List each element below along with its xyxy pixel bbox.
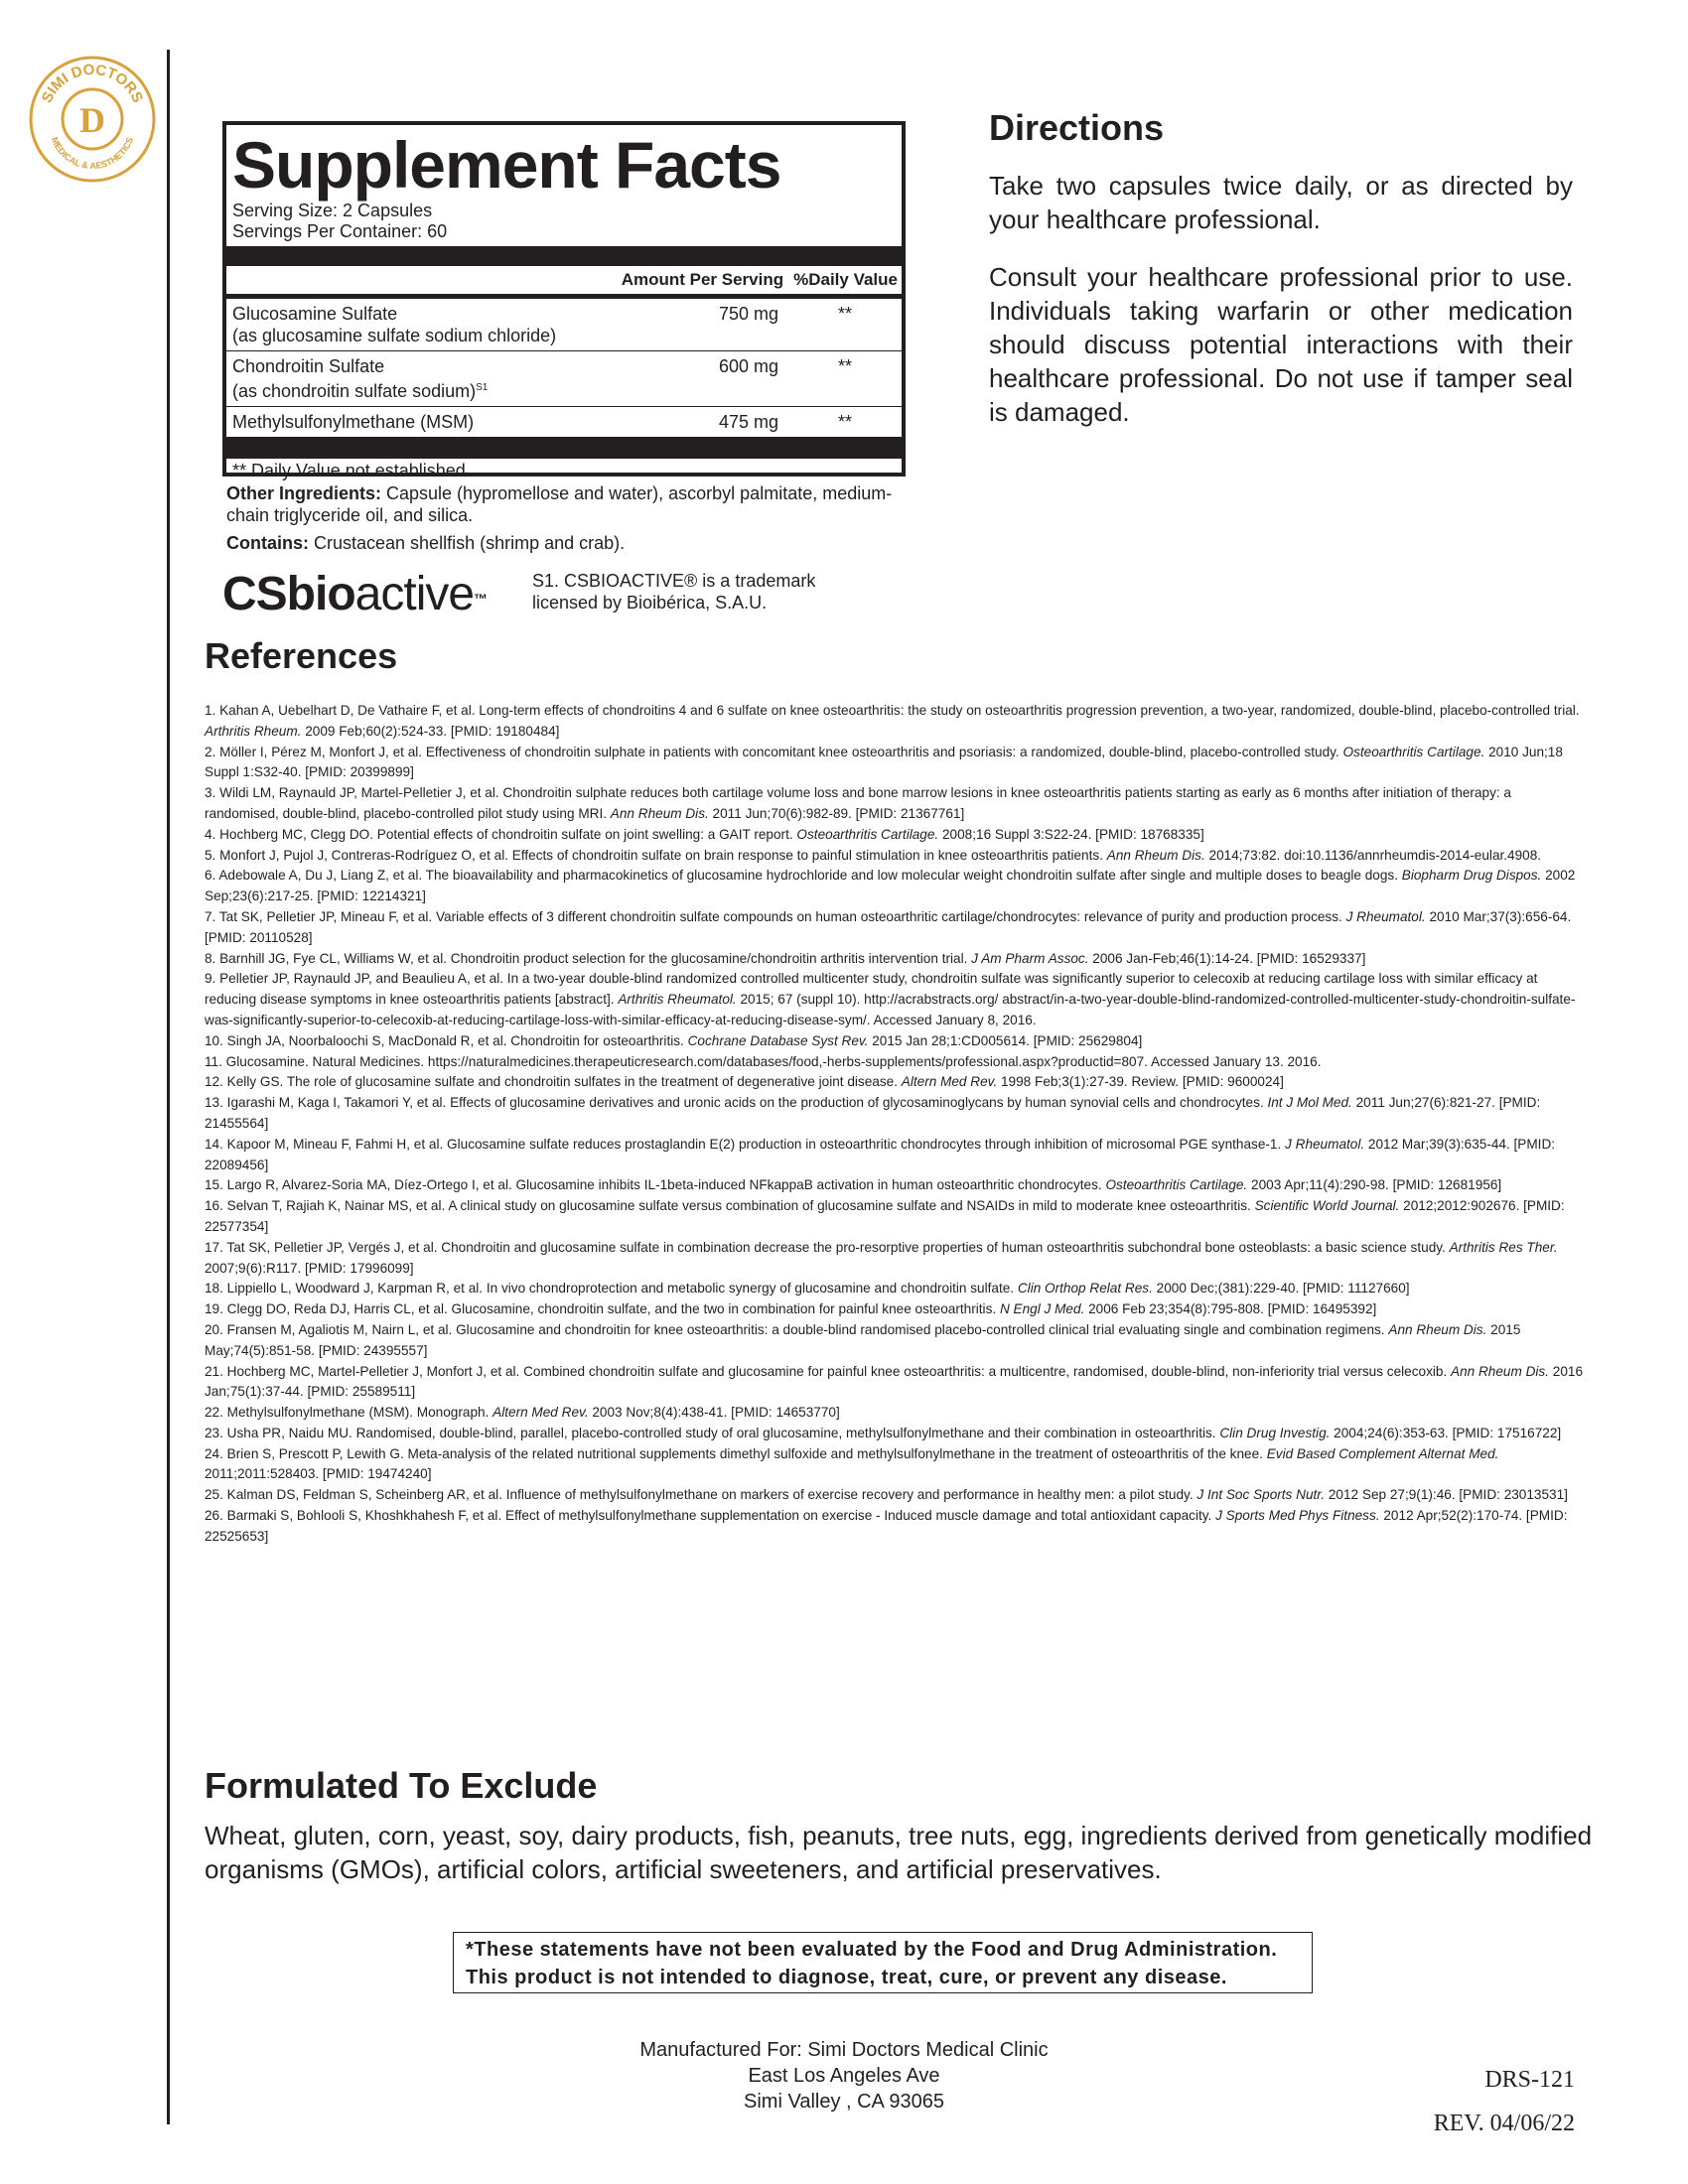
reference-text: 11. Glucosamine. Natural Medicines. https://naturalmedicines.therapeuticresearch.com/databases/food,-herbs-supplements/professional.aspx?productid=807. Accessed January 13. 2016. (205, 1053, 1322, 1069)
facts-row (226, 351, 902, 407)
reference-item (205, 1093, 1585, 1135)
contains-text: Crustacean shellfish (shrimp and crab). (309, 533, 626, 553)
reference-journal: Int J Mol Med. (1267, 1095, 1352, 1111)
manufacturer-line: Manufactured For: Simi Doctors Medical Clinic (639, 2039, 1049, 2061)
reference-citation: 2012 Mar;39(3):635-44. [PMID: 22089456] (205, 1136, 1556, 1172)
reference-citation: 2015; 67 (suppl 10). http://acrabstracts.org/ abstract/in-a-two-year-double-blind-randomized-controlled-multicenter-study-chondroitin-sulfate-was-significantly-superior-to-celecoxib-at-reducing-cartilage-loss-with-similar-efficacy-at-reducing-disease-sym/. Accessed January 8, 2016. (205, 992, 1576, 1027)
reference-item (205, 1072, 1585, 1093)
reference-text: 17. Tat SK, Pelletier JP, Vergés J, et al. Chondroitin and glucosamine sulfate in combination decrease the pro-resorptive properties of human osteoarthritis subchondral bone osteoblasts: a basic science study. (205, 1239, 1450, 1255)
ingredient-dv: ** (838, 356, 853, 376)
reference-item (205, 907, 1585, 949)
reference-text: 16. Selvan T, Rajiah K, Nainar MS, et al. A clinical study on glucosamine sulfate versus combination of glucosamine sulfate and NSAIDs in mild to moderate knee osteoarthritis. (205, 1198, 1255, 1214)
reference-citation: 2012 Apr;52(2):170-74. [PMID: 22525653] (205, 1508, 1568, 1544)
servings-per-container: Servings Per Container: 60 (232, 221, 448, 241)
ingredient-detail: (as glucosamine sulfate sodium chloride) (232, 326, 557, 345)
thick-divider (226, 246, 902, 266)
reference-journal: Cochrane Database Syst Rev. (687, 1032, 869, 1048)
daily-value-footnote: ** Daily Value not established. (232, 461, 471, 480)
reference-citation: 2014;73:82. doi:10.1136/annrheumdis-2014-eular.4908. (1204, 847, 1542, 863)
reference-journal: Evid Based Complement Alternat Med. (1266, 1445, 1499, 1461)
reference-journal: Biopharm Drug Dispos. (1401, 868, 1542, 884)
reference-citation: 2007;9(6):R117. [PMID: 17996099] (205, 1260, 414, 1276)
manufacturer-line: Simi Valley , CA 93065 (744, 2091, 944, 2113)
reference-item (205, 866, 1585, 907)
reference-text: 23. Usha PR, Naidu MU. Randomised, double-blind, parallel, placebo-controlled study of oral glucosamine, methylsulfonylmethane and their combination in osteoarthritis. (205, 1425, 1220, 1440)
reference-text: 7. Tat SK, Pelletier JP, Mineau F, et al. Variable effects of 3 different chondroitin sulfate compounds on human osteoarthritic cartilage/chondrocytes: relevance of purity and production process. (205, 908, 1346, 924)
reference-item (205, 743, 1585, 784)
reference-citation: 2011 Jun;27(6):821-27. [PMID: 21455564] (205, 1095, 1541, 1131)
revision-date: REV. 04/06/22 (1433, 2111, 1575, 2136)
csbioactive-trademark-note (532, 570, 815, 614)
reference-item (205, 1444, 1585, 1486)
other-ingredients (226, 482, 921, 526)
reference-journal: Osteoarthritis Cartilage. (1105, 1177, 1248, 1193)
ingredient-amount: 750 mg (719, 304, 779, 324)
ingredient-amount: 600 mg (719, 356, 779, 376)
reference-item (205, 1031, 1585, 1052)
reference-citation: 2004;24(6):353-63. [PMID: 17516722] (1330, 1425, 1562, 1440)
reference-item (205, 949, 1585, 970)
reference-item (205, 1175, 1585, 1196)
reference-citation: 2000 Dec;(381):229-40. [PMID: 11127660] (1152, 1281, 1410, 1297)
reference-item (205, 1362, 1585, 1404)
thick-divider (226, 437, 902, 459)
reference-journal: J Int Soc Sports Nutr. (1196, 1487, 1326, 1503)
reference-text: 25. Kalman DS, Feldman S, Scheinberg AR, et al. Influence of methylsulfonylmethane on markers of exercise recovery and performance in healthy men: a pilot study. (205, 1487, 1197, 1503)
reference-text: 26. Barmaki S, Bohlooli S, Khoshkhahesh F, et al. Effect of methylsulfonylmethane supplementation on exercise - Induced muscle damage and total antioxidant capacity. (205, 1508, 1216, 1524)
reference-text: 13. Igarashi M, Kaga I, Takamori Y, et al. Effects of glucosamine derivatives and uronic acids on the production of glycosaminoglycans by human synovial cells and chondrocytes. (205, 1095, 1268, 1111)
reference-text: 10. Singh JA, Noorbaloochi S, MacDonald R, et al. Chondroitin for osteoarthritis. (205, 1032, 688, 1048)
facts-row (226, 299, 902, 351)
csbioactive-tm: ™ (474, 591, 488, 607)
serving-size: Serving Size: 2 Capsules (232, 201, 433, 220)
ingredient-name: Methylsulfonylmethane (MSM) (232, 412, 475, 432)
ingredient-amount: 475 mg (719, 412, 779, 432)
reference-text: 20. Fransen M, Agaliotis M, Nairn L, et al. Glucosamine and chondroitin for knee osteoarthritis: a double-blind randomised placebo-controlled clinical trial evaluating single and combination regimens. (205, 1321, 1389, 1337)
ingredient-name: Chondroitin Sulfate (232, 356, 385, 376)
reference-item (205, 969, 1585, 1030)
ingredient-detail: (as chondroitin sulfate sodium) (232, 381, 477, 401)
reference-citation: 2009 Feb;60(2):524-33. [PMID: 19180484] (301, 723, 560, 739)
reference-item (205, 1320, 1585, 1362)
reference-citation: 2015 Jan 28;1:CD005614. [PMID: 25629804] (868, 1032, 1143, 1048)
references-list (205, 701, 1585, 1548)
fda-line: This product is not intended to diagnose, treat, cure, or prevent any disease. (466, 1967, 1227, 1988)
reference-text: 14. Kapoor M, Mineau F, Fahmi H, et al. Glucosamine sulfate reduces prostaglandin E(2) production in osteoarthritic chondrocytes through inhibition of microsomal PGE synthase-1. (205, 1136, 1286, 1152)
ingredient-dv: ** (838, 304, 853, 324)
reference-text: 9. Pelletier JP, Raynauld JP, and Beaulieu A, et al. In a two-year double-blind randomized controlled multicenter study, chondroitin sulfate was significantly superior to celecoxib at reducing cartilage loss with similar efficacy at reducing disease symptoms in knee osteoarthritis patients [abstract]. (205, 971, 1538, 1008)
reference-text: 21. Hochberg MC, Martel-Pelletier J, Monfort J, et al. Combined chondroitin sulfate and glucosamine for painful knee osteoarthritis: a multicentre, randomised, double-blind, non-inferiority trial versus celecoxib. (205, 1363, 1452, 1379)
directions-heading: Directions (989, 107, 1165, 148)
facts-column-header (226, 266, 902, 299)
other-ingredients-text: Capsule (hypromellose and water), ascorbyl palmitate, medium-chain triglyceride oil, and silica. (226, 483, 893, 525)
reference-journal: Altern Med Rev. (901, 1074, 998, 1090)
csbioactive-light: active (354, 568, 475, 620)
reference-journal: Clin Drug Investig. (1219, 1425, 1331, 1440)
reference-item (205, 1424, 1585, 1444)
reference-citation: 1998 Feb;3(1):27-39. Review. [PMID: 9600024] (997, 1074, 1284, 1090)
reference-journal: Ann Rheum Dis. (1106, 847, 1205, 863)
reference-item (205, 1279, 1585, 1299)
reference-item (205, 1299, 1585, 1320)
reference-journal: Osteoarthritis Cartilage. (796, 826, 939, 842)
contains-statement (226, 532, 625, 554)
ingredient-footnote-mark: S1 (476, 382, 489, 393)
reference-citation: 2012;2012:902676. [PMID: 22577354] (205, 1198, 1565, 1234)
reference-journal: Arthritis Res Ther. (1449, 1239, 1558, 1255)
reference-citation: 2006 Jan-Feb;46(1):14-24. [PMID: 16529337] (1088, 950, 1366, 966)
daily-value-header: %Daily Value (793, 270, 898, 289)
reference-journal: N Engl J Med. (999, 1301, 1085, 1317)
logo-subtext: MEDICAL & AESTHETICS (49, 135, 136, 172)
ingredient-name: Glucosamine Sulfate (232, 304, 398, 324)
reference-item (205, 1506, 1585, 1548)
references-heading: References (205, 635, 398, 676)
reference-text: 1. Kahan A, Uebelhart D, De Vathaire F, et al. Long-term effects of chondroitins 4 and 6 sulfate on knee osteoarthritis: the study on osteoarthritis progression prevention, a two-year, randomized, double-blind, placebo-controlled trial. (205, 703, 1580, 718)
reference-text: 15. Largo R, Alvarez-Soria MA, Díez-Ortego I, et al. Glucosamine inhibits IL-1beta-induced NFkappaB activation in human osteoarthritic chondrocytes. (205, 1177, 1106, 1193)
reference-text: 24. Brien S, Prescott P, Lewith G. Meta-analysis of the related nutritional supplements dimethyl sulfoxide and methylsulfonylmethane in the treatment of osteoarthritis of the knee. (205, 1445, 1267, 1461)
reference-citation: 2016 Jan;75(1):37-44. [PMID: 25589511] (205, 1363, 1584, 1400)
reference-citation: 2011 Jun;70(6):982-89. [PMID: 21367761] (708, 805, 965, 821)
amount-per-serving-header: Amount Per Serving (621, 270, 784, 289)
logo-text: SIMI DOCTORS (38, 61, 147, 106)
manufacturer-line: East Los Angeles Ave (748, 2065, 940, 2087)
reference-item (205, 1238, 1585, 1280)
reference-text: 4. Hochberg MC, Clegg DO. Potential effects of chondroitin sulfate on joint swelling: a GAIT report. (205, 826, 797, 842)
csbioactive-logo (222, 568, 487, 621)
reference-item (205, 1403, 1585, 1424)
csbioactive-bold: CSbio (222, 568, 355, 620)
reference-journal: Scientific World Journal. (1254, 1198, 1400, 1214)
reference-item (205, 1485, 1585, 1506)
reference-citation: 2006 Feb 23;354(8):795-808. [PMID: 16495392] (1084, 1301, 1377, 1317)
supplement-facts-title: Supplement Facts (232, 128, 781, 202)
logo-monogram: D (79, 100, 105, 140)
reference-journal: Ann Rheum Dis. (1451, 1363, 1549, 1379)
reference-citation: 2012 Sep 27;9(1):46. [PMID: 23013531] (1325, 1487, 1568, 1503)
reference-item (205, 1196, 1585, 1238)
reference-journal: Arthritis Rheumatol. (618, 992, 737, 1008)
reference-text: 19. Clegg DO, Reda DJ, Harris CL, et al. Glucosamine, chondroitin sulfate, and the two in combination for painful knee osteoarthritis. (205, 1301, 1000, 1317)
reference-journal: Clin Orthop Relat Res. (1017, 1281, 1153, 1297)
reference-text: 6. Adebowale A, Du J, Liang Z, et al. The bioavailability and pharmacokinetics of glucosamine hydrochloride and low molecular weight chondroitin sulfate after single and multiple doses to beagle dogs. (205, 868, 1402, 884)
reference-text: 8. Barnhill JG, Fye CL, Williams W, et al. Chondroitin product selection for the glucosamine/chondroitin arthritis intervention trial. (205, 950, 972, 966)
facts-row (226, 407, 902, 437)
warning-text: Consult your healthcare professional prior to use. Individuals taking warfarin or other medication should discuss potential interactions with their healthcare professional. Do not use if tamper seal is damaged. (989, 262, 1573, 427)
reference-item (205, 846, 1585, 867)
reference-text: 2. Möller I, Pérez M, Monfort J, et al. Effectiveness of chondroitin sulphate in patients with concomitant knee osteoarthritis and psoriasis: a randomized, double-blind, placebo-controlled study. (205, 744, 1343, 759)
reference-journal: J Rheumatol. (1285, 1136, 1365, 1152)
reference-citation: 2010 Mar;37(3):656-64. [PMID: 20110528] (205, 908, 1572, 945)
reference-item (205, 1135, 1585, 1176)
reference-journal: Osteoarthritis Cartilage. (1342, 744, 1485, 759)
reference-citation: 2002 Sep;23(6):217-25. [PMID: 12214321] (205, 868, 1576, 904)
reference-citation: 2010 Jun;18 Suppl 1:S32-40. [PMID: 20399899] (205, 744, 1563, 780)
fda-disclaimer (453, 1932, 1313, 1993)
trademark-note-line: licensed by Bioibérica, S.A.U. (532, 593, 768, 613)
ingredient-detail-wrap (232, 377, 902, 402)
reference-journal: J Sports Med Phys Fitness. (1215, 1508, 1380, 1524)
reference-citation: 2003 Nov;8(4):438-41. [PMID: 14653770] (588, 1405, 840, 1421)
simi-doctors-logo (28, 55, 157, 184)
reference-item (205, 825, 1585, 846)
reference-citation: 2003 Apr;11(4):290-98. [PMID: 12681956] (1247, 1177, 1502, 1193)
reference-citation: 2011;2011:528403. [PMID: 19474240] (205, 1466, 432, 1482)
reference-journal: Ann Rheum Dis. (610, 805, 709, 821)
document-code: DRS-121 (1484, 2067, 1575, 2093)
exclude-text: Wheat, gluten, corn, yeast, soy, dairy products, fish, peanuts, tree nuts, egg, ingredients derived from genetically modified organisms (GMOs), artificial colors, artificial sweeteners, and artificial preservatives. (205, 1821, 1593, 1884)
reference-item (205, 1052, 1585, 1073)
reference-text: 5. Monfort J, Pujol J, Contreras-Rodríguez O, et al. Effects of chondroitin sulfate on brain response to painful stimulation in knee osteoarthritis patients. (205, 847, 1107, 863)
fda-line: *These statements have not been evaluated by the Food and Drug Administration. (466, 1939, 1278, 1961)
reference-item (205, 701, 1585, 743)
trademark-note-line: S1. CSBIOACTIVE® is a trademark (532, 571, 816, 591)
contains-label: Contains: (226, 533, 309, 553)
ingredient-dv: ** (838, 412, 853, 432)
reference-journal: J Am Pharm Assoc. (971, 950, 1089, 966)
reference-text: 12. Kelly GS. The role of glucosamine sulfate and chondroitin sulfates in the treatment of degenerative joint disease. (205, 1074, 902, 1090)
exclude-heading: Formulated To Exclude (205, 1765, 598, 1806)
other-ingredients-label: Other Ingredients: (226, 483, 382, 503)
reference-journal: J Rheumatol. (1345, 908, 1426, 924)
reference-journal: Arthritis Rheum. (205, 723, 302, 739)
manufacturer-info (556, 2037, 1132, 2115)
left-margin-rule (167, 50, 170, 2124)
reference-text: 3. Wildi LM, Raynauld JP, Martel-Pelletier J, et al. Chondroitin sulphate reduces both cartilage volume loss and bone marrow lesions in knee osteoarthritis patients starting as early as 6 months after initiation of therapy: a randomised, double-blind, placebo-controlled pilot study using MRI. (205, 785, 1511, 821)
reference-journal: Ann Rheum Dis. (1388, 1321, 1487, 1337)
supplement-facts-panel (222, 121, 906, 480)
reference-citation: 2015 May;74(5):851-58. [PMID: 24395557] (205, 1321, 1521, 1358)
directions-text: Take two capsules twice daily, or as directed by your healthcare professional. (989, 171, 1573, 234)
reference-text: 22. Methylsulfonylmethane (MSM). Monograph. (205, 1405, 493, 1421)
reference-item (205, 783, 1585, 825)
reference-citation: 2008;16 Suppl 3:S22-24. [PMID: 18768335] (938, 826, 1204, 842)
reference-journal: Altern Med Rev. (492, 1405, 589, 1421)
reference-text: 18. Lippiello L, Woodward J, Karpman R, et al. In vivo chondroprotection and metabolic synergy of glucosamine and chondroitin sulfate. (205, 1281, 1018, 1297)
